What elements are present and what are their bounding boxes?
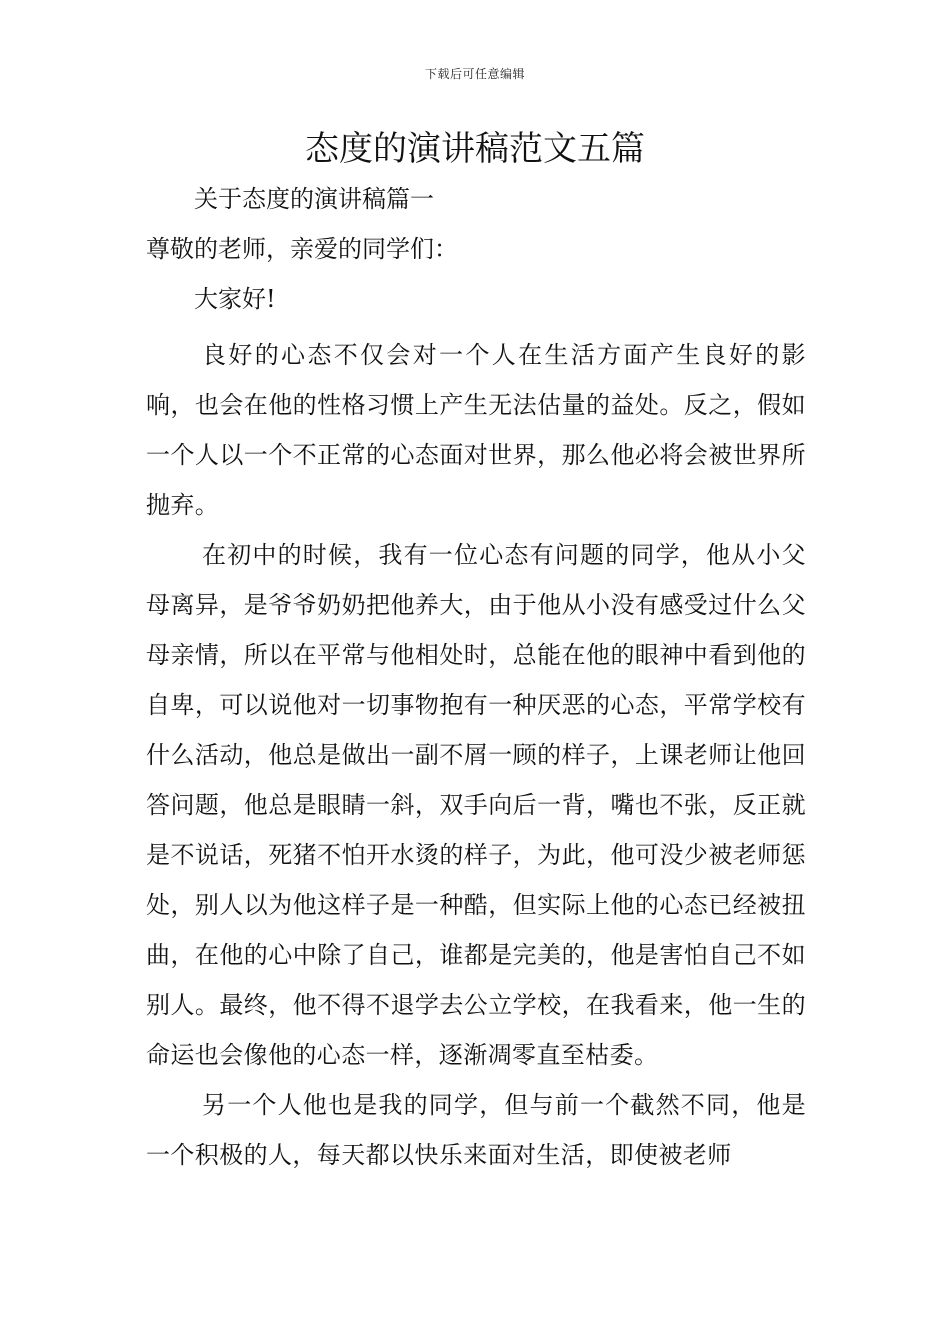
paragraph-2: 在初中的时候，我有一位心态有问题的同学，他从小父母离异，是爷爷奶奶把他养大，由于他从小没有感受过什么父母亲情，所以在平常与他相处时，总能在他的眼神中看到他的自卑，可以说他对一切事物抱有一种厌恶的心态，平常学校有什么活动，他总是做出一副不屑一顾的样子，上课老师让他回答问题，他总是眼睛一斜，双手向后一背，嘴也不张，反正就是不说话，死猪不怕开水烫的样子，为此，他可没少被老师惩处，别人以为他这样子是一种酷，但实际上他的心态已经被扭曲，在他的心中除了自己，谁都是完美的，他是害怕自己不如别人。最终，他不得不退学去公立学校，在我看来，他一生的命运也会像他的心态一样，逐渐凋零直至枯委。 <box>146 541 806 1069</box>
paragraph-3: 另一个人他也是我的同学，但与前一个截然不同，他是一个积极的人，每天都以快乐来面对生活，即使被老师 <box>146 1091 806 1169</box>
salutation: 尊敬的老师，亲爱的同学们： <box>146 235 458 263</box>
section-heading: 关于态度的演讲稿篇一 <box>194 185 434 213</box>
header-note: 下载后可任意编辑 <box>424 67 525 81</box>
document-title: 态度的演讲稿范文五篇 <box>305 129 645 169</box>
paragraph-1: 良好的心态不仅会对一个人在生活方面产生良好的影响，也会在他的性格习惯上产生无法估量的益处。反之，假如一个人以一个不正常的心态面对世界，那么他必将会被世界所抛弃。 <box>146 341 806 519</box>
body-text <box>146 330 806 1180</box>
greeting: 大家好! <box>194 285 276 313</box>
